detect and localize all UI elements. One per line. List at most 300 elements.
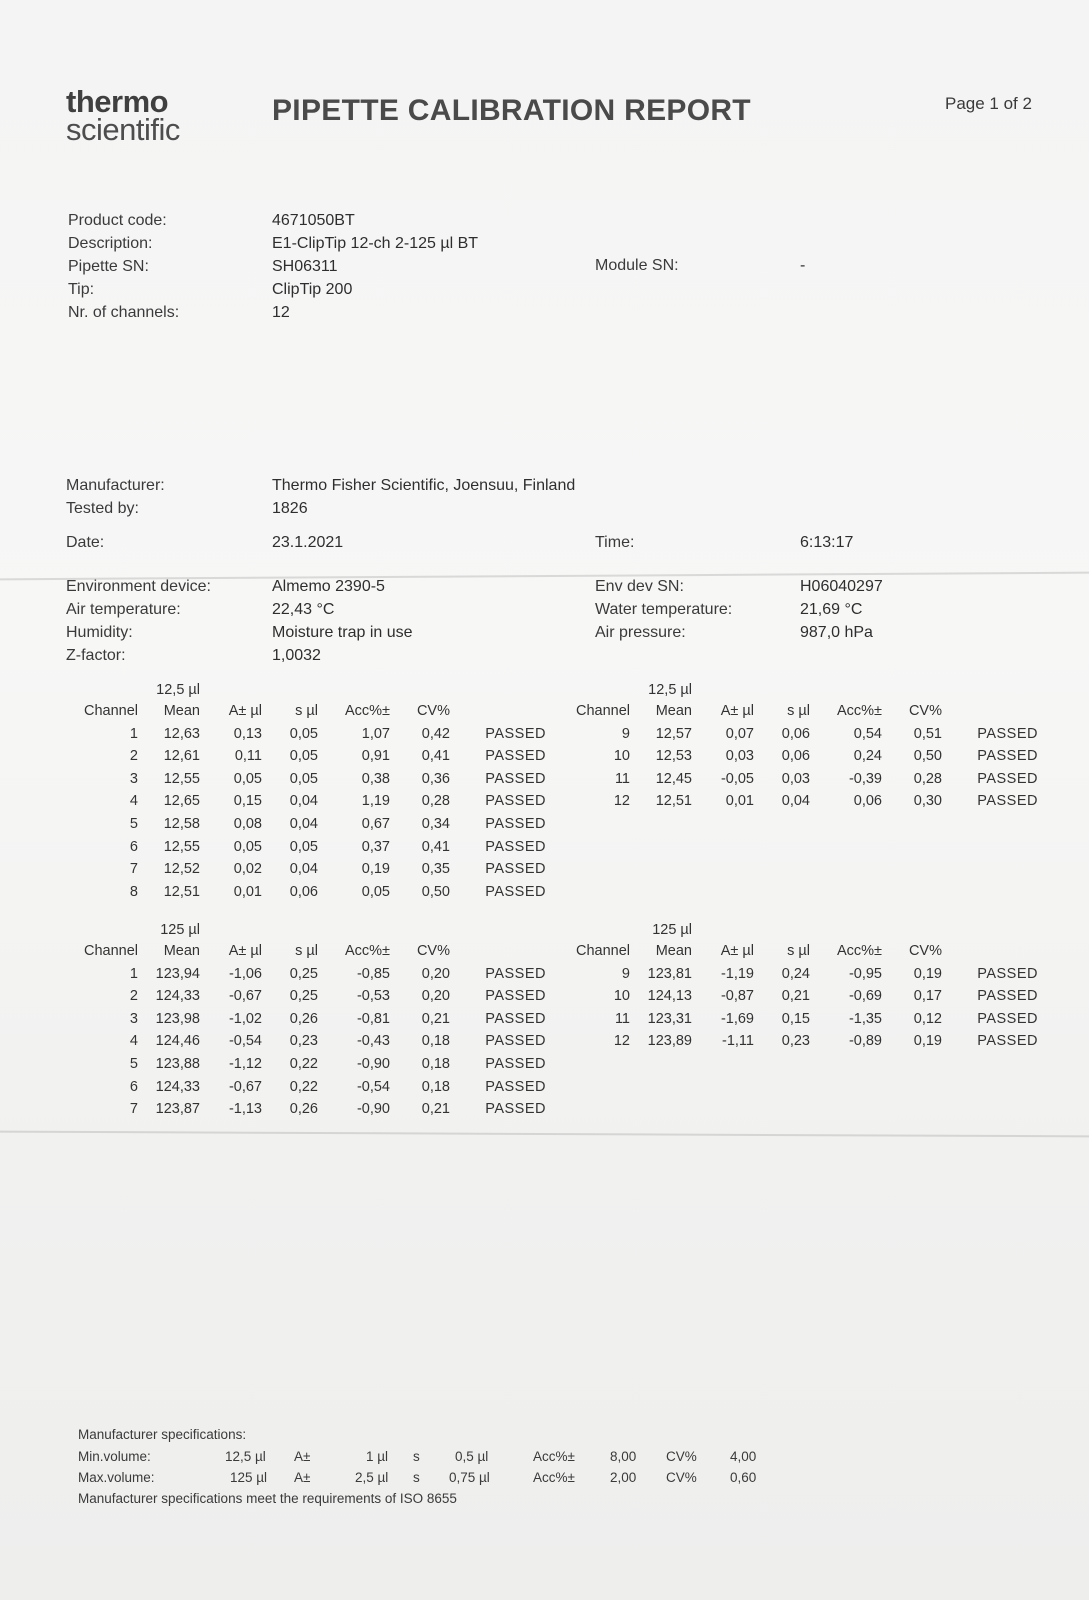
table-row xyxy=(76,1030,546,1053)
results-table-125-right xyxy=(568,920,1038,1053)
cell-cv: 0,50 xyxy=(421,883,450,900)
cell-stdev: 0,26 xyxy=(289,1010,318,1027)
max-s-label: s xyxy=(413,1470,420,1485)
empty-cell xyxy=(692,920,754,940)
cell-acc-percent: -0,39 xyxy=(848,770,882,787)
max-cv: 0,60 xyxy=(730,1470,757,1485)
cell-stdev: 0,05 xyxy=(289,748,318,765)
min-volume-label: Min.volume: xyxy=(78,1449,151,1464)
cell-mean: 12,51 xyxy=(163,883,200,900)
cell-stdev: 0,22 xyxy=(289,1055,318,1072)
cell-stdev: 0,06 xyxy=(781,725,810,742)
cell-stdev: 0,05 xyxy=(289,725,318,742)
cell-acc-percent: 0,38 xyxy=(361,770,390,787)
column-header-cv: CV% xyxy=(908,703,942,719)
min-volume: 12,5 µl xyxy=(225,1449,266,1464)
table-row xyxy=(76,1008,546,1031)
iso-statement: Manufacturer specifications meet the requirements of ISO 8655 xyxy=(78,1491,457,1506)
cell-cv: 0,28 xyxy=(421,793,450,810)
page-number: Page 1 of 2 xyxy=(945,94,1032,113)
cell-acc-percent: 0,24 xyxy=(853,748,882,765)
results-table-125-left xyxy=(76,920,546,1121)
empty-cell xyxy=(450,680,546,700)
cell-stdev: 0,15 xyxy=(781,1010,810,1027)
cell-mean: 124,13 xyxy=(647,988,692,1005)
cell-mean: 12,63 xyxy=(163,725,200,742)
cell-acc-percent: 0,05 xyxy=(361,883,390,900)
environment-device-label: Environment device: xyxy=(66,578,211,595)
cell-acc-percent: 0,37 xyxy=(361,838,390,855)
empty-cell xyxy=(692,680,754,700)
water-temperature: 21,69 °C xyxy=(800,601,863,618)
column-header-stdev: s µl xyxy=(787,943,810,959)
cell-channel: 4 xyxy=(129,793,138,810)
cell-mean: 123,88 xyxy=(155,1055,200,1072)
volume-label: 125 µl xyxy=(160,922,200,938)
column-header-accuracy: A± µl xyxy=(228,943,262,959)
table-row xyxy=(568,790,1038,813)
cell-channel: 2 xyxy=(129,988,138,1005)
cell-stdev: 0,06 xyxy=(289,883,318,900)
empty-cell xyxy=(568,680,630,700)
cell-cv: 0,18 xyxy=(421,1033,450,1050)
air-temperature-label: Air temperature: xyxy=(66,601,181,618)
cell-accuracy: 0,08 xyxy=(233,815,262,832)
cell-result: PASSED xyxy=(485,1010,546,1027)
empty-cell xyxy=(262,920,318,940)
empty-cell xyxy=(262,680,318,700)
cell-cv: 0,41 xyxy=(421,748,450,765)
cell-cv: 0,36 xyxy=(421,770,450,787)
table-row xyxy=(76,985,546,1008)
cell-stdev: 0,23 xyxy=(289,1033,318,1050)
cell-result: PASSED xyxy=(977,1010,1038,1027)
table-row xyxy=(76,881,546,904)
cell-accuracy: 0,11 xyxy=(234,748,262,765)
cell-channel: 12 xyxy=(613,1033,630,1050)
environment-device: Almemo 2390-5 xyxy=(272,578,385,595)
cell-result: PASSED xyxy=(485,988,546,1005)
env-dev-sn: H06040297 xyxy=(800,578,883,595)
table-row xyxy=(568,723,1038,746)
max-acc: 2,00 xyxy=(610,1470,637,1485)
cell-mean: 123,94 xyxy=(155,965,200,982)
column-header-channel: Channel xyxy=(575,943,630,959)
table-row xyxy=(568,1008,1038,1031)
empty-cell xyxy=(76,920,138,940)
cell-mean: 123,98 xyxy=(155,1010,200,1027)
cell-result: PASSED xyxy=(485,793,546,810)
cell-mean: 123,31 xyxy=(647,1010,692,1027)
cell-acc-percent: 1,19 xyxy=(361,793,390,810)
cell-accuracy: 0,02 xyxy=(233,861,262,878)
report-title: PIPETTE CALIBRATION REPORT xyxy=(272,94,751,127)
empty-cell xyxy=(942,920,1038,940)
cell-cv: 0,28 xyxy=(913,770,942,787)
table-row xyxy=(76,768,546,791)
cell-accuracy: 0,03 xyxy=(725,748,754,765)
table-row xyxy=(76,790,546,813)
cell-mean: 12,65 xyxy=(163,793,200,810)
min-a: 1 µl xyxy=(366,1449,389,1464)
column-header-accuracy: A± µl xyxy=(720,943,754,959)
cell-accuracy: 0,01 xyxy=(725,793,754,810)
cell-cv: 0,21 xyxy=(421,1101,450,1118)
cell-channel: 6 xyxy=(129,838,138,855)
cell-stdev: 0,23 xyxy=(781,1033,810,1050)
volume-label: 12,5 µl xyxy=(156,682,200,698)
cell-result: PASSED xyxy=(977,748,1038,765)
cell-channel: 3 xyxy=(129,1010,138,1027)
description-label: Description: xyxy=(68,235,153,252)
min-cv-label: CV% xyxy=(666,1449,697,1464)
date-label: Date: xyxy=(66,534,105,551)
cell-acc-percent: -0,53 xyxy=(356,988,390,1005)
cell-mean: 12,51 xyxy=(655,793,692,810)
cell-stdev: 0,25 xyxy=(289,965,318,982)
cell-result: PASSED xyxy=(977,770,1038,787)
cell-acc-percent: 0,67 xyxy=(361,815,390,832)
cell-stdev: 0,22 xyxy=(289,1078,318,1095)
cell-accuracy: -0,87 xyxy=(720,988,754,1005)
cell-channel: 3 xyxy=(129,770,138,787)
cell-cv: 0,41 xyxy=(421,838,450,855)
column-header-accuracy: A± µl xyxy=(720,703,754,719)
table-row xyxy=(76,1076,546,1099)
table-row xyxy=(568,985,1038,1008)
column-header-stdev: s µl xyxy=(295,943,318,959)
cell-cv: 0,17 xyxy=(913,988,942,1005)
column-header-mean: Mean xyxy=(655,943,692,959)
cell-acc-percent: 1,07 xyxy=(361,725,390,742)
env-dev-sn-label: Env dev SN: xyxy=(595,578,684,595)
cell-acc-percent: -0,69 xyxy=(848,988,882,1005)
empty-cell xyxy=(390,920,450,940)
column-header-stdev: s µl xyxy=(787,703,810,719)
cell-acc-percent: -0,95 xyxy=(848,965,882,982)
column-header-channel: Channel xyxy=(83,943,138,959)
cell-stdev: 0,24 xyxy=(781,965,810,982)
cell-channel: 7 xyxy=(129,1101,138,1118)
cell-result: PASSED xyxy=(977,793,1038,810)
cell-channel: 9 xyxy=(621,725,630,742)
max-a: 2,5 µl xyxy=(355,1470,389,1485)
empty-cell xyxy=(754,680,810,700)
column-header-mean: Mean xyxy=(655,703,692,719)
cell-result: PASSED xyxy=(977,965,1038,982)
cell-stdev: 0,04 xyxy=(289,793,318,810)
cell-stdev: 0,26 xyxy=(289,1101,318,1118)
manufacturer-label: Manufacturer: xyxy=(66,477,165,494)
cell-accuracy: -1,11 xyxy=(722,1033,754,1050)
empty-cell xyxy=(450,920,546,940)
module-sn: - xyxy=(800,257,806,274)
cell-acc-percent: -0,85 xyxy=(356,965,390,982)
air-temperature: 22,43 °C xyxy=(272,601,335,618)
empty-cell xyxy=(942,680,1038,700)
cell-result: PASSED xyxy=(485,815,546,832)
table-row xyxy=(76,745,546,768)
cell-channel: 1 xyxy=(129,965,138,982)
empty-cell xyxy=(390,680,450,700)
empty-cell xyxy=(318,920,390,940)
air-pressure: 987,0 hPa xyxy=(800,624,873,641)
cell-accuracy: 0,05 xyxy=(233,770,262,787)
cell-cv: 0,20 xyxy=(421,965,450,982)
cell-acc-percent: 0,54 xyxy=(853,725,882,742)
cell-stdev: 0,21 xyxy=(781,988,810,1005)
cell-channel: 4 xyxy=(129,1033,138,1050)
cell-channel: 6 xyxy=(129,1078,138,1095)
max-volume-label: Max.volume: xyxy=(78,1470,155,1485)
tested-by: 1826 xyxy=(272,500,308,517)
specs-heading: Manufacturer specifications: xyxy=(78,1427,247,1442)
cell-accuracy: -1,69 xyxy=(720,1010,754,1027)
min-acc-label: Acc%± xyxy=(533,1449,575,1464)
column-header-mean: Mean xyxy=(163,703,200,719)
humidity-label: Humidity: xyxy=(66,624,133,641)
cell-result: PASSED xyxy=(485,1055,546,1072)
cell-stdev: 0,06 xyxy=(781,748,810,765)
date: 23.1.2021 xyxy=(272,534,344,551)
cell-result: PASSED xyxy=(485,770,546,787)
cell-channel: 5 xyxy=(129,1055,138,1072)
cell-cv: 0,35 xyxy=(421,861,450,878)
cell-result: PASSED xyxy=(485,838,546,855)
cell-cv: 0,50 xyxy=(913,748,942,765)
cell-result: PASSED xyxy=(977,725,1038,742)
time-label: Time: xyxy=(595,534,635,551)
manufacturer: Thermo Fisher Scientific, Joensuu, Finland xyxy=(272,477,576,494)
cell-acc-percent: -1,35 xyxy=(848,1010,882,1027)
cell-accuracy: -1,02 xyxy=(228,1010,262,1027)
product-code-label: Product code: xyxy=(68,212,167,229)
cell-accuracy: 0,07 xyxy=(725,725,754,742)
cell-mean: 12,55 xyxy=(163,838,200,855)
results-table-12-5-right xyxy=(568,680,1038,813)
cell-acc-percent: 0,06 xyxy=(853,793,882,810)
table-row xyxy=(76,1098,546,1121)
cell-result: PASSED xyxy=(485,883,546,900)
empty-cell xyxy=(200,680,262,700)
description: E1-ClipTip 12-ch 2-125 µl BT xyxy=(272,235,479,252)
max-volume: 125 µl xyxy=(230,1470,268,1485)
cell-channel: 11 xyxy=(614,1010,630,1027)
cell-cv: 0,18 xyxy=(421,1078,450,1095)
z-factor-label: Z-factor: xyxy=(66,647,126,664)
cell-cv: 0,34 xyxy=(421,815,450,832)
table-row xyxy=(568,1030,1038,1053)
humidity: Moisture trap in use xyxy=(272,624,413,641)
module-sn-label: Module SN: xyxy=(595,257,679,274)
empty-cell xyxy=(754,920,810,940)
cell-result: PASSED xyxy=(485,748,546,765)
cell-result: PASSED xyxy=(485,1033,546,1050)
water-temperature-label: Water temperature: xyxy=(595,601,733,618)
cell-accuracy: -1,13 xyxy=(228,1101,262,1118)
table-row xyxy=(76,813,546,836)
tip: ClipTip 200 xyxy=(272,281,353,298)
empty-cell xyxy=(450,940,546,963)
cell-cv: 0,30 xyxy=(913,793,942,810)
cell-result: PASSED xyxy=(977,1033,1038,1050)
tested-by-label: Tested by: xyxy=(66,500,139,517)
cell-accuracy: -0,54 xyxy=(228,1033,262,1050)
tip-label: Tip: xyxy=(68,281,95,298)
cell-acc-percent: 0,91 xyxy=(361,748,390,765)
table-row xyxy=(568,768,1038,791)
cell-accuracy: 0,15 xyxy=(233,793,262,810)
channels: 12 xyxy=(272,304,290,321)
air-pressure-label: Air pressure: xyxy=(595,624,686,641)
cell-accuracy: -0,05 xyxy=(720,770,754,787)
cell-accuracy: -1,06 xyxy=(228,965,262,982)
cell-cv: 0,42 xyxy=(421,725,450,742)
cell-accuracy: 0,13 xyxy=(233,725,262,742)
min-a-label: A± xyxy=(294,1449,311,1464)
cell-channel: 8 xyxy=(129,883,138,900)
cell-mean: 12,53 xyxy=(655,748,692,765)
cell-accuracy: 0,05 xyxy=(233,838,262,855)
empty-cell xyxy=(200,920,262,940)
min-s: 0,5 µl xyxy=(455,1449,489,1464)
cell-mean: 12,61 xyxy=(163,748,200,765)
empty-cell xyxy=(942,700,1038,723)
cell-cv: 0,19 xyxy=(913,1033,942,1050)
cell-accuracy: -1,12 xyxy=(228,1055,262,1072)
cell-stdev: 0,04 xyxy=(781,793,810,810)
cell-accuracy: 0,01 xyxy=(233,883,262,900)
table-row xyxy=(76,723,546,746)
cell-mean: 124,46 xyxy=(155,1033,200,1050)
table-row xyxy=(76,963,546,986)
cell-accuracy: -0,67 xyxy=(228,1078,262,1095)
thermo-scientific-logo xyxy=(66,84,180,147)
max-acc-label: Acc%± xyxy=(533,1470,575,1485)
cell-mean: 123,81 xyxy=(647,965,692,982)
empty-cell xyxy=(810,920,882,940)
column-header-acc-percent: Acc%± xyxy=(836,703,882,719)
cell-stdev: 0,04 xyxy=(289,861,318,878)
cell-channel: 5 xyxy=(129,815,138,832)
volume-label: 12,5 µl xyxy=(648,682,692,698)
column-header-cv: CV% xyxy=(416,943,450,959)
cell-result: PASSED xyxy=(977,988,1038,1005)
results-125-left-clip xyxy=(76,920,596,1132)
column-header-channel: Channel xyxy=(575,703,630,719)
empty-cell xyxy=(810,680,882,700)
min-s-label: s xyxy=(413,1449,420,1464)
z-factor: 1,0032 xyxy=(272,647,321,664)
cell-channel: 2 xyxy=(129,748,138,765)
max-a-label: A± xyxy=(294,1470,311,1485)
logo-line1: thermo xyxy=(66,84,169,119)
cell-acc-percent: -0,54 xyxy=(356,1078,390,1095)
cell-result: PASSED xyxy=(485,725,546,742)
table-row xyxy=(76,836,546,859)
cell-channel: 1 xyxy=(129,725,138,742)
cell-channel: 10 xyxy=(613,748,630,765)
cell-accuracy: -0,67 xyxy=(228,988,262,1005)
column-header-acc-percent: Acc%± xyxy=(836,943,882,959)
volume-label: 125 µl xyxy=(652,922,692,938)
table-row xyxy=(568,963,1038,986)
cell-result: PASSED xyxy=(485,861,546,878)
results-table-12-5-left xyxy=(76,680,546,903)
column-header-mean: Mean xyxy=(163,943,200,959)
cell-result: PASSED xyxy=(485,1101,546,1118)
cell-acc-percent: -0,90 xyxy=(356,1101,390,1118)
cell-result: PASSED xyxy=(485,965,546,982)
cell-mean: 12,58 xyxy=(163,815,200,832)
logo-line2: scientific xyxy=(66,112,180,147)
cell-mean: 124,33 xyxy=(155,1078,200,1095)
cell-mean: 12,57 xyxy=(655,725,692,742)
cell-stdev: 0,05 xyxy=(289,770,318,787)
cell-stdev: 0,03 xyxy=(781,770,810,787)
cell-mean: 124,33 xyxy=(155,988,200,1005)
min-cv: 4,00 xyxy=(730,1449,757,1464)
cell-stdev: 0,25 xyxy=(289,988,318,1005)
column-header-acc-percent: Acc%± xyxy=(344,703,390,719)
cell-mean: 12,55 xyxy=(163,770,200,787)
column-header-accuracy: A± µl xyxy=(228,703,262,719)
cell-mean: 123,87 xyxy=(155,1101,200,1118)
cell-channel: 7 xyxy=(129,861,138,878)
product-code: 4671050BT xyxy=(272,212,355,229)
channels-label: Nr. of channels: xyxy=(68,304,180,321)
cell-cv: 0,20 xyxy=(421,988,450,1005)
cell-mean: 12,45 xyxy=(655,770,692,787)
empty-cell xyxy=(76,680,138,700)
cell-stdev: 0,05 xyxy=(289,838,318,855)
empty-cell xyxy=(318,680,390,700)
table-row xyxy=(568,745,1038,768)
cell-cv: 0,51 xyxy=(913,725,942,742)
cell-acc-percent: -0,89 xyxy=(848,1033,882,1050)
max-cv-label: CV% xyxy=(666,1470,697,1485)
empty-cell xyxy=(942,940,1038,963)
max-s: 0,75 µl xyxy=(449,1470,490,1485)
pipette-sn: SH06311 xyxy=(272,258,338,275)
table-row xyxy=(76,1053,546,1076)
cell-cv: 0,19 xyxy=(913,965,942,982)
cell-mean: 12,52 xyxy=(163,861,200,878)
time: 6:13:17 xyxy=(800,534,854,551)
empty-cell xyxy=(882,680,942,700)
table-row xyxy=(76,858,546,881)
column-header-cv: CV% xyxy=(416,703,450,719)
pipette-sn-label: Pipette SN: xyxy=(68,258,149,275)
cell-acc-percent: 0,19 xyxy=(361,861,390,878)
cell-channel: 12 xyxy=(613,793,630,810)
cell-channel: 10 xyxy=(613,988,630,1005)
cell-accuracy: -1,19 xyxy=(720,965,754,982)
min-acc: 8,00 xyxy=(610,1449,637,1464)
empty-cell xyxy=(882,920,942,940)
cell-acc-percent: -0,90 xyxy=(356,1055,390,1072)
cell-channel: 11 xyxy=(614,770,630,787)
cell-acc-percent: -0,81 xyxy=(356,1010,390,1027)
cell-cv: 0,18 xyxy=(421,1055,450,1072)
cell-acc-percent: -0,43 xyxy=(356,1033,390,1050)
cell-cv: 0,21 xyxy=(421,1010,450,1027)
column-header-stdev: s µl xyxy=(295,703,318,719)
column-header-acc-percent: Acc%± xyxy=(344,943,390,959)
cell-cv: 0,12 xyxy=(913,1010,942,1027)
empty-cell xyxy=(568,920,630,940)
empty-cell xyxy=(450,700,546,723)
